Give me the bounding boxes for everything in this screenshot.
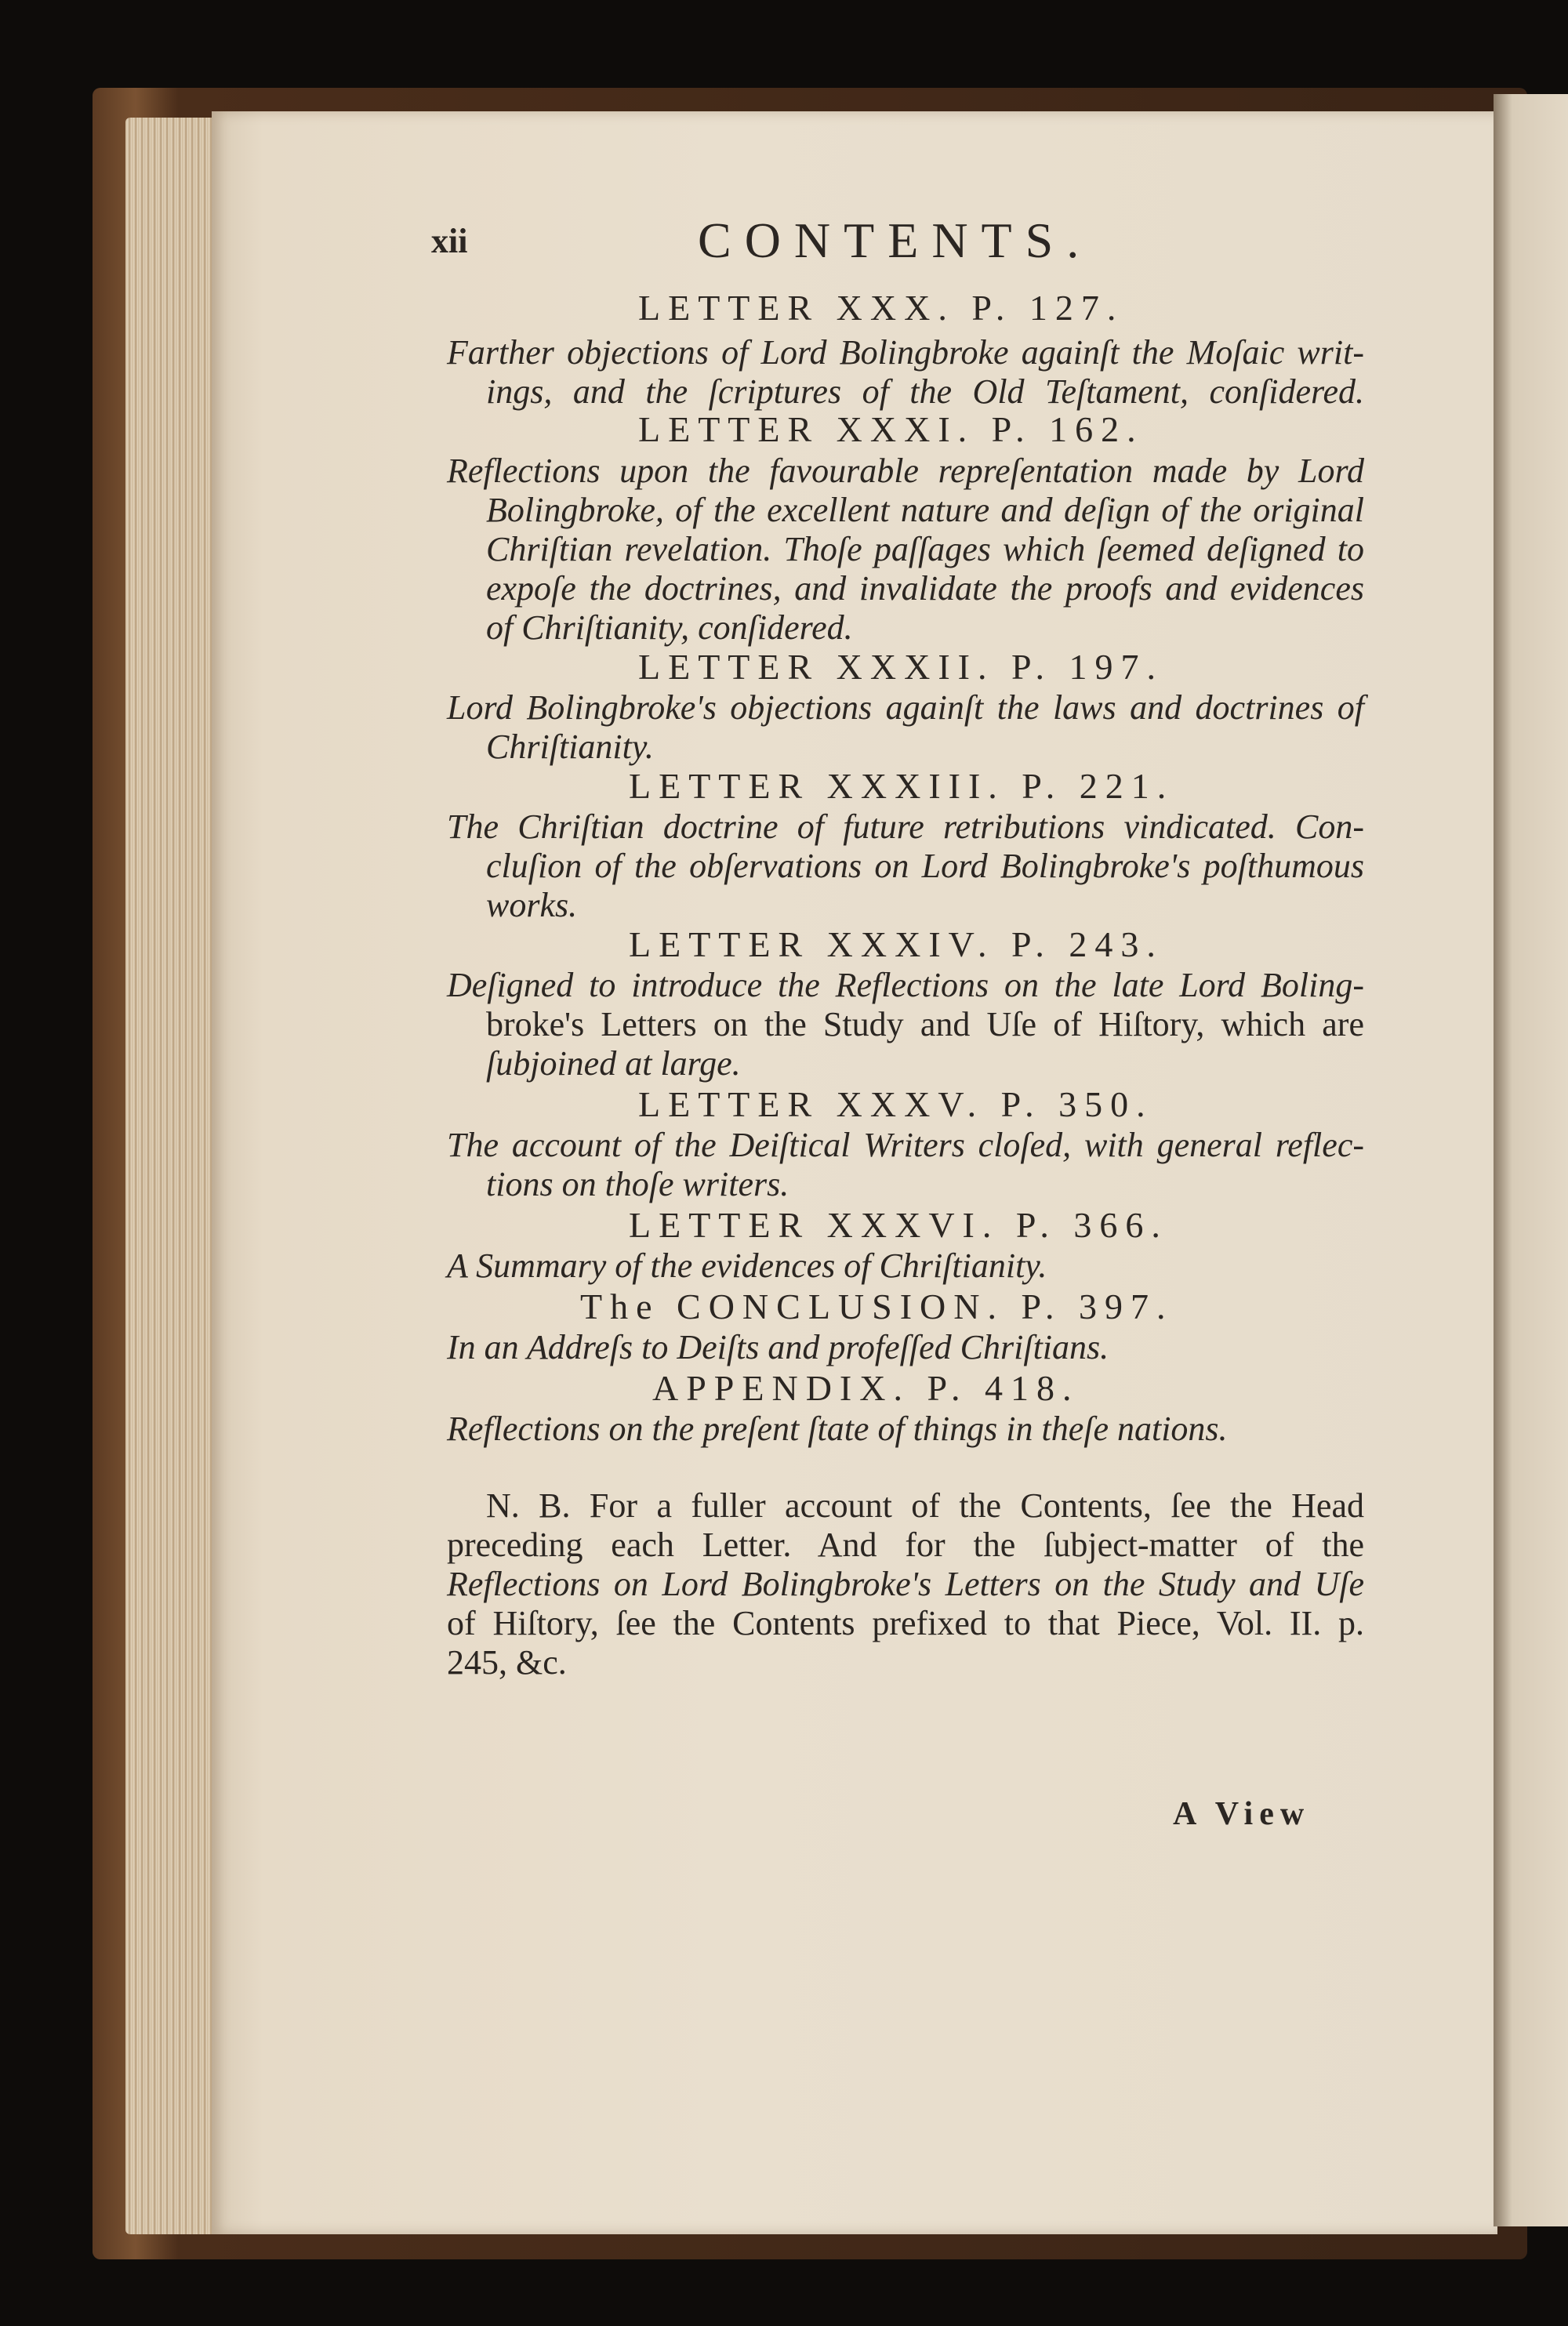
entry-line: of Chriſtianity, conſidered. [486,608,853,647]
conclusion-heading: The CONCLUSION. P. 397. [580,1286,1174,1326]
entry-line: tions on thoſe writers. [486,1165,789,1203]
letter-heading: LETTER XXXIII. P. 221. [629,766,1174,806]
catchword: A View [1173,1796,1311,1832]
entry-line: Chriſtian revelation. Thoſe paſſages which ſeemed deſigned to [486,530,1364,568]
entry-line: Reflections on the preſent ſtate of things in theſe nations. [447,1410,1228,1448]
letter-heading: LETTER XXXII. P. 197. [638,647,1163,687]
letter-heading: LETTER XXXV. P. 350. [638,1084,1153,1124]
appendix-heading: APPENDIX. P. 418. [652,1368,1080,1408]
entry-line: broke's Letters on the Study and Uſe of Hiſtory, which are [486,1005,1364,1043]
entry-line: ings, and the ſcriptures of the Old Teſtament, conſidered. [486,372,1364,411]
entry-line: Reflections upon the favourable repreſentation made by Lord [447,452,1364,490]
letter-heading: LETTER XXXVI. P. 366. [629,1205,1168,1245]
entry-line: Bolingbroke, of the excellent nature and deſign of the original [486,491,1364,529]
entry-line: The account of the Deiſtical Writers cloſed, with general reflec- [447,1126,1364,1164]
letter-heading: LETTER XXXIV. P. 243. [629,924,1163,964]
entry-line: Chriſtianity. [486,728,654,766]
letter-heading: LETTER XXX. P. 127. [638,288,1124,328]
entry-line: The Chriſtian doctrine of future retributions vindicated. Con- [447,807,1364,846]
note-line: preceding each Letter. And for the ſubject-matter of the [447,1526,1364,1564]
page-title: CONTENTS. [698,212,1093,268]
note-line: of Hiſtory, ſee the Contents prefixed to that Piece, Vol. II. p. [447,1604,1364,1642]
entry-line: In an Addreſs to Deiſts and profeſſed Chriſtians. [447,1328,1109,1366]
facing-page-edge [1494,94,1568,2226]
note-line: 245, &c. [447,1643,567,1682]
entry-line: Lord Bolingbroke's objections againſt the laws and doctrines of [447,688,1364,727]
entry-line: works. [486,886,578,924]
entry-line: cluſion of the obſervations on Lord Bolingbroke's poſthumous [486,847,1364,885]
page-number: xii [431,222,468,260]
note-line: N. B. For a fuller account of the Contents, ſee the Head [486,1486,1364,1525]
letter-heading: LETTER XXXI. P. 162. [638,409,1144,449]
entry-line: Deſigned to introduce the Reflections on the late Lord Boling- [447,966,1364,1004]
entry-line: expoſe the doctrines, and invalidate the proofs and evidences [486,569,1364,608]
entry-line: ſubjoined at large. [486,1044,741,1083]
note-line: Reflections on Lord Bolingbroke's Letters on the Study and Uſe [447,1565,1364,1603]
entry-line: A Summary of the evidences of Chriſtianity. [447,1246,1047,1285]
entry-line: Farther objections of Lord Bolingbroke againſt the Moſaic writ- [447,333,1364,372]
